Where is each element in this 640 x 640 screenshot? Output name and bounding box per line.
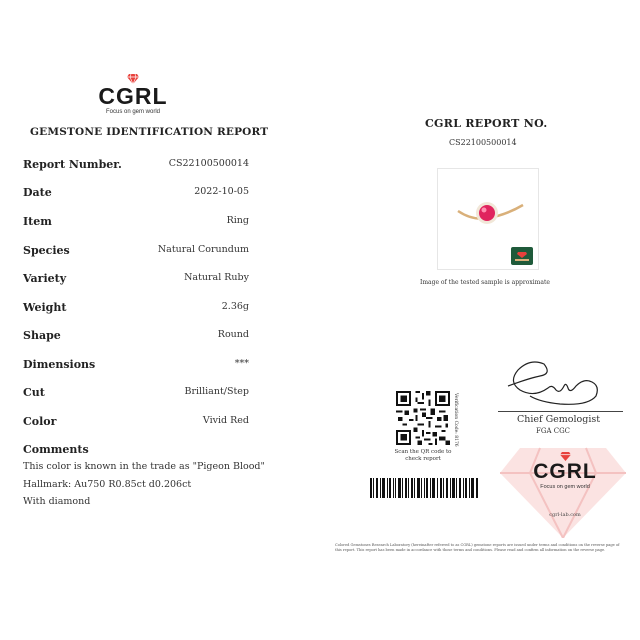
report-no-value: CS22100500014 (449, 138, 517, 147)
label-color: Color (23, 415, 57, 428)
brand-tagline: Focus on gem world (105, 109, 161, 115)
value-date: 2022-10-05 (194, 186, 249, 197)
value-color: Vivid Red (202, 415, 249, 426)
comment-line: Hallmark: Au750 R0.85ct d0.206ct (23, 479, 192, 490)
value-report-number: CS22100500014 (168, 158, 249, 169)
comment-line: With diamond (23, 496, 91, 507)
label-dimensions: Dimensions (23, 358, 96, 371)
value-item: Ring (226, 215, 249, 226)
value-species: Natural Corundum (157, 244, 249, 255)
seal-tagline: Focus on gem world (540, 484, 590, 490)
footnote: Colored Gemstones Research Laboratory (hereinafter referred to as CGRL) gemstone reports are issued under terms and conditions on the reverse page of this report. This report has been made in accordance with those terms and conditions. Please read and confirm all information on the reverse page. (335, 543, 620, 552)
barcode (370, 478, 478, 498)
value-cut: Brilliant/Step (184, 386, 249, 397)
label-species: Species (23, 244, 70, 257)
label-report-number: Report Number. (23, 158, 122, 171)
signature-line (498, 411, 623, 412)
label-weight: Weight (23, 301, 67, 314)
label-date: Date (23, 186, 52, 199)
value-dimensions: *** (234, 358, 249, 369)
comment-line: This color is known in the trade as "Pigeon Blood" (23, 461, 265, 472)
comments-label: Comments (23, 443, 89, 456)
verification-code: Verification Code: 8176 (453, 393, 458, 447)
report-no-title: CGRL REPORT NO. (425, 117, 548, 130)
label-shape: Shape (23, 329, 61, 342)
brand-name: CGRL (98, 83, 168, 109)
value-shape: Round (217, 329, 249, 340)
seal-logo (530, 452, 600, 491)
photo-caption: Image of the tested sample is approximate (420, 279, 550, 286)
signature (500, 356, 610, 411)
qr-caption: Scan the QR code to check report (394, 449, 452, 462)
ring-image (438, 169, 538, 269)
label-item: Item (23, 215, 52, 228)
value-weight: 2.36g (221, 301, 249, 312)
seal-brand-name: CGRL (533, 460, 597, 483)
label-variety: Variety (23, 272, 67, 285)
value-variety: Natural Ruby (184, 272, 249, 283)
report-title: GEMSTONE IDENTIFICATION REPORT (30, 126, 269, 138)
signature-title: Chief Gemologist (517, 414, 601, 425)
label-cut: Cut (23, 386, 45, 399)
brand-logo (97, 74, 169, 116)
qr-code[interactable] (396, 391, 450, 445)
signature-credentials: FGA CGC (536, 427, 571, 435)
seal-url: cgrl-lab.com (549, 512, 581, 518)
sample-photo (437, 168, 539, 270)
